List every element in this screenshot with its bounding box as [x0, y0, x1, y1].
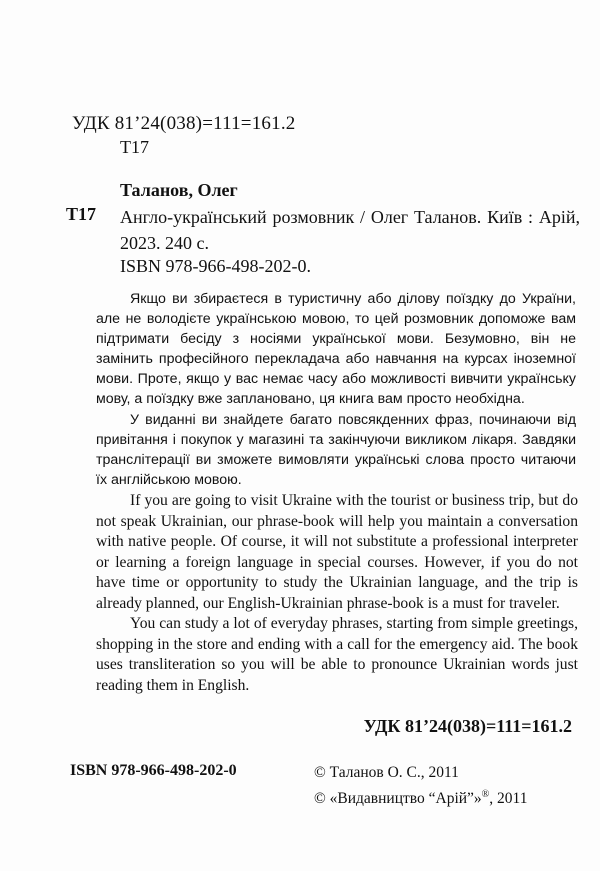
publisher-name: © «Видавництво “Арій”»: [314, 790, 482, 808]
copyright-author: © Таланов О. С., 2011: [314, 764, 459, 781]
publisher-year: , 2011: [489, 790, 528, 808]
author-sign: Т17: [120, 137, 149, 157]
annotation-paragraph: If you are going to visit Ukraine with the tourist or business trip, but do not speak Ukrainian, our phrase-book will help you maintain a conversation with native people. Of course, it will not substitute a professional interpreter or learning a foreign language in special courses. However, if you do not have time or opportunity to study the Ukrainian language, and the trip is already planned, our English-Ukrainian phrase-book is a must for traveler.: [96, 492, 578, 612]
annotation-ukrainian: [96, 289, 576, 490]
isbn-bottom: ISBN 978-966-498-202-0: [70, 762, 237, 779]
author-name: Таланов, Олег: [120, 180, 238, 200]
annotation-paragraph: Якщо ви збираєтеся в туристичну або ділову поїздку до України, але не володієте українською мовою, то цей розмовник допоможе вам підтримати бесіду з носіями української мови. Безумовно, він не замінить професійного перекладача або навчання на курсах іноземної мови. Проте, якщо у вас немає часу або можливості вивчити українську мову, а поїздку вже заплановано, ця книга вам просто необхідна.: [96, 291, 576, 407]
annotation-paragraph: You can study a lot of everyday phrases, starting from simple greetings, shopping in the store and ending with a call for the emergency aid. The book uses transliteration so you will be able to pronounce Ukrainian words just reading them in English.: [96, 615, 578, 694]
isbn-line: ISBN 978-966-498-202-0.: [120, 256, 311, 276]
copyright-block: [314, 762, 527, 810]
udk-code: УДК 81’24(038)=111=161.2: [72, 113, 296, 134]
author-sign-bold: Т17: [66, 204, 97, 224]
registered-mark: ®: [481, 789, 490, 800]
copyright-publisher: [314, 784, 527, 810]
bibliographic-description: Англо-український розмовник / Олег Таланов. Київ : Арій, 2023. 240 с.: [120, 207, 580, 253]
annotation-english: [96, 491, 578, 696]
annotation-paragraph: У виданні ви знайдете багато повсякденних фраз, починаючи від привітання і покупок у магазині та закінчуючи викликом лікаря. Завдяки транслітерації ви зможете вимовляти українські слова просто читаючи їх англійською мовою.: [96, 412, 576, 488]
udk-code-bottom: УДК 81’24(038)=111=161.2: [363, 716, 572, 736]
